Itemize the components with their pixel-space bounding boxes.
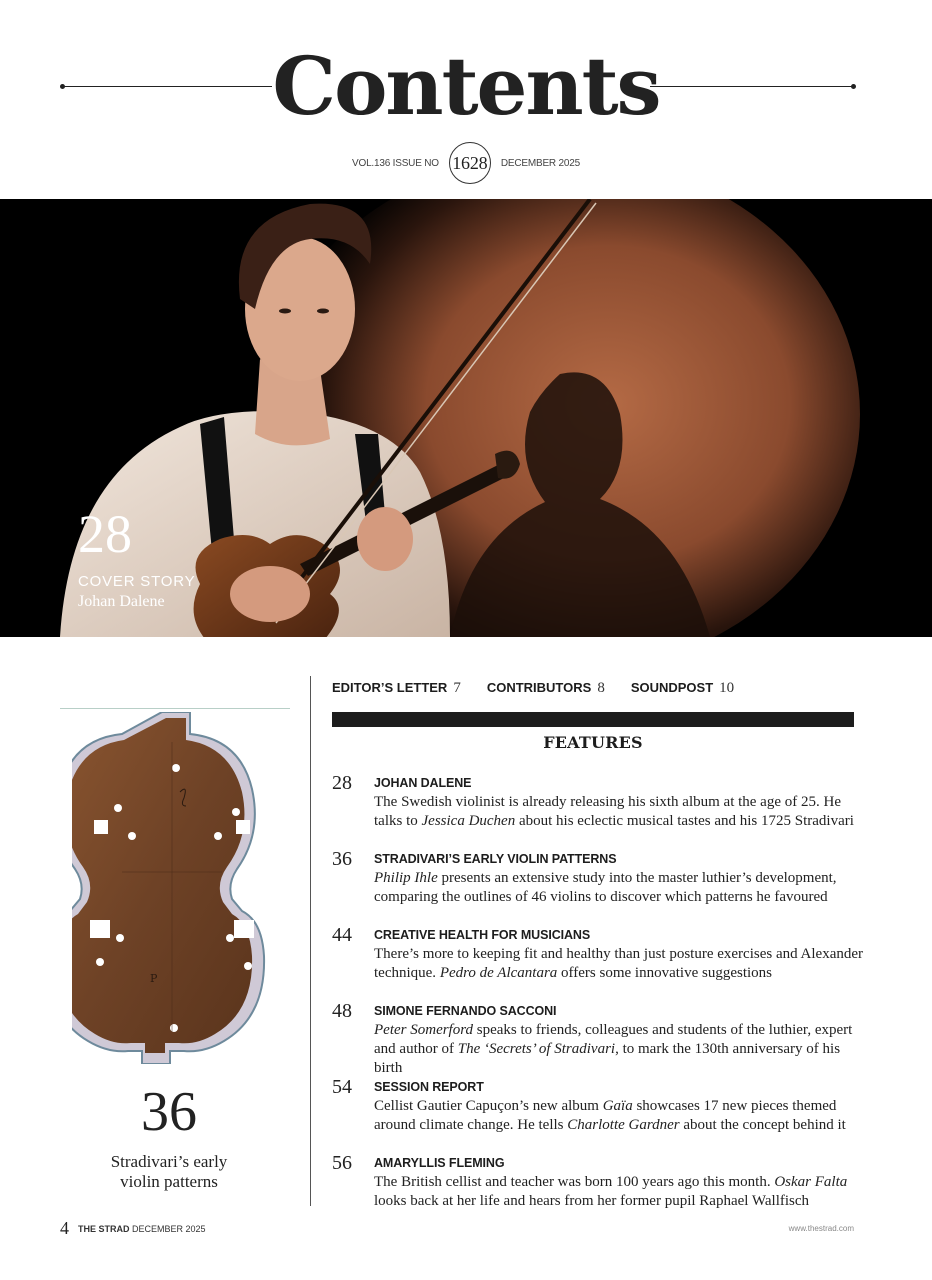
side-feature-caption [60, 1152, 278, 1192]
side-feature-caption-line2: violin patterns [120, 1172, 218, 1191]
footer-url[interactable]: www.thestrad.com [788, 1224, 854, 1233]
feature-title: AMARYLLIS FLEMING [374, 1156, 505, 1170]
column-divider [310, 676, 311, 1206]
footer-magazine-name: THE STRAD [78, 1224, 130, 1234]
issue-number-badge: 1628 [449, 142, 491, 184]
feature-page-number: 28 [332, 772, 352, 794]
quick-links [332, 680, 734, 697]
feature-title: CREATIVE HEALTH FOR MUSICIANS [374, 928, 591, 942]
feature-title: STRADIVARI’S EARLY VIOLIN PATTERNS [374, 852, 617, 866]
feature-description: Philip Ihle presents an extensive study into the master luthier’s development, comparing the outlines of 46 violins to discover which patterns he favoured [374, 870, 837, 905]
quick-link-editors-letter[interactable] [332, 680, 461, 697]
feature-description: The Swedish violinist is already releasing his sixth album at the age of 25. He talks to Jessica Duchen about his eclectic musical tastes and his 1725 Stradivari [374, 794, 854, 829]
cover-name: Johan Dalene [78, 593, 165, 610]
violin-pattern-image[interactable] [72, 712, 272, 1064]
feature-title: JOHAN DALENE [374, 776, 472, 790]
quick-link-contributors[interactable] [487, 680, 605, 697]
features-heading: FEATURES [543, 733, 643, 752]
footer-issue: DECEMBER 2025 [132, 1224, 206, 1234]
volume-label: VOL.136 ISSUE NO [352, 157, 439, 169]
quick-link-label: CONTRIBUTORS [486, 680, 592, 695]
issue-line [0, 142, 932, 184]
feature-page-number: 56 [332, 1152, 352, 1174]
feature-page-number: 44 [332, 924, 352, 946]
cover-photo[interactable] [0, 199, 932, 637]
quick-link-page: 7 [453, 680, 461, 696]
footer-magazine [78, 1224, 206, 1234]
cover-photo-illustration [0, 199, 932, 637]
footer-page-number: 4 [60, 1218, 69, 1238]
side-feature-caption-line1: Stradivari’s early [110, 1152, 228, 1171]
side-rule [60, 708, 290, 709]
feature-description: The British cellist and teacher was born 100 years ago this month. Oskar Falta looks back at her life and hears from her former pupil Raphael Wallfisch [374, 1174, 848, 1209]
quick-link-label: SOUNDPOST [630, 680, 714, 695]
quick-link-label: EDITOR’S LETTER [332, 680, 448, 695]
page-title: Contents [272, 39, 660, 133]
feature-page-number: 48 [332, 1000, 352, 1022]
issue-date: DECEMBER 2025 [500, 157, 580, 169]
cover-kicker: COVER STORY [78, 573, 196, 590]
feature-page-number: 36 [332, 848, 352, 870]
quick-link-soundpost[interactable] [631, 680, 734, 697]
feature-description: Peter Somerford speaks to friends, colleagues and students of the luthier, expert and author of The ‘Secrets’ of Stradivari, to mark the 130th anniversary of his birth [374, 1022, 853, 1076]
feature-title: SIMONE FERNANDO SACCONI [374, 1004, 557, 1018]
feature-title: SESSION REPORT [374, 1080, 484, 1094]
side-feature-page-number: 36 [141, 1081, 197, 1143]
features-bar [332, 712, 854, 727]
cover-page-number: 28 [78, 504, 132, 564]
feature-description: Cellist Gautier Capuçon’s new album Gaïa showcases 17 new pieces themed around climate change. He tells Charlotte Gardner about the concept behind it [374, 1098, 846, 1133]
quick-link-page: 10 [719, 680, 735, 696]
feature-description: There’s more to keeping fit and healthy than just posture exercises and Alexander technique. Pedro de Alcantara offers some innovative suggestions [374, 946, 864, 981]
svg-text:P: P [150, 972, 158, 985]
feature-page-number: 54 [332, 1076, 352, 1098]
quick-link-page: 8 [597, 680, 605, 696]
